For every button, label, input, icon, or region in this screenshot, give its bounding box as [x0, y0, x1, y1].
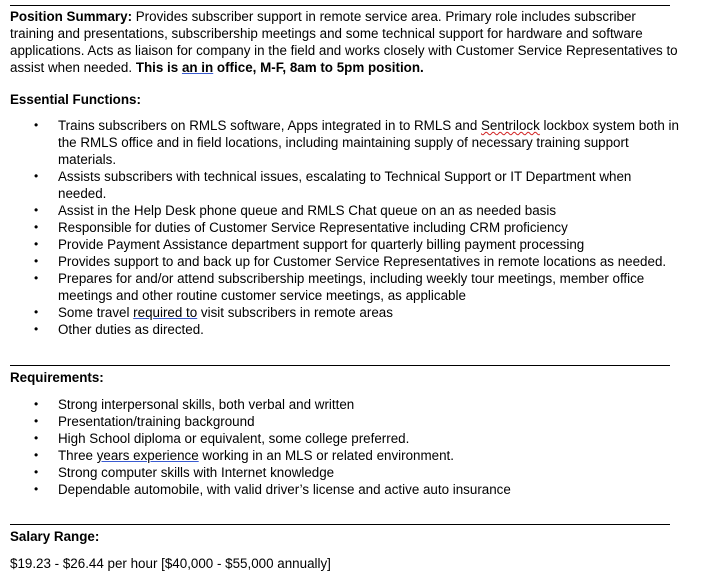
position-summary-schedule-post: office, M-F, 8am to 5pm position.: [213, 60, 424, 75]
bullet-icon: •: [34, 271, 39, 285]
essential-function-item: [34, 236, 680, 253]
requirement-item: [34, 396, 680, 413]
essential-function-item-flagged-text: Sentrilock: [481, 118, 540, 133]
essential-function-item: [34, 202, 680, 219]
bullet-icon: •: [34, 118, 39, 132]
requirement-item: [34, 481, 680, 498]
top-divider: [10, 5, 670, 6]
position-summary-schedule-pre: This is: [135, 60, 182, 75]
requirements-heading: Requirements:: [10, 370, 104, 385]
requirement-item-text: Strong computer skills with Internet knowledge: [58, 465, 335, 480]
essential-function-item: [34, 168, 680, 202]
salary-divider: [10, 524, 670, 525]
requirement-item-text: Presentation/training background: [58, 414, 255, 429]
bullet-icon: •: [34, 237, 39, 251]
essential-function-item-text: Provides support to and back up for Customer Service Representatives in remote locations as needed.: [58, 254, 667, 269]
essential-function-item: [34, 304, 680, 321]
essential-function-item: [34, 117, 680, 168]
essential-function-item-text: Assists subscribers with technical issues, escalating to Technical Support or IT Department when needed.: [58, 169, 632, 201]
essential-functions-heading: Essential Functions:: [10, 92, 141, 107]
requirement-item: [34, 464, 680, 481]
requirements-divider: [10, 365, 670, 366]
bullet-icon: •: [34, 448, 39, 462]
essential-function-item-text: Other duties as directed.: [58, 322, 204, 337]
bullet-icon: •: [34, 305, 39, 319]
bullet-icon: •: [34, 220, 39, 234]
position-summary-schedule-flagged: an in: [181, 60, 214, 75]
bullet-icon: •: [34, 431, 39, 445]
requirements-list: [34, 396, 680, 498]
essential-function-item-flagged-text: required to: [133, 305, 198, 320]
salary-range-heading: Salary Range:: [10, 529, 100, 544]
essential-function-item-text-tail: lockbox system both in the RMLS office and in field locations, including maintaining supply of necessary training support materials.: [58, 118, 679, 167]
requirement-item: [34, 430, 680, 447]
requirement-item-text: High School diploma or equivalent, some college preferred.: [58, 431, 410, 446]
essential-function-item-text: Assist in the Help Desk phone queue and RMLS Chat queue on an as needed basis: [58, 203, 557, 218]
position-summary: [10, 8, 678, 76]
bullet-icon: •: [34, 482, 39, 496]
requirement-item-text: Dependable automobile, with valid driver’s license and active auto insurance: [58, 482, 511, 497]
essential-function-item-text: Prepares for and/or attend subscribership meetings, including weekly tour meetings, member office meetings and other routine customer service meetings, as applicable: [58, 271, 645, 303]
position-summary-text: Provides subscriber support in remote service area. Primary role includes subscriber training and presentations, subscribership meetings and some technical support for hardware and software applications. Acts as liaison for company in the field and works closely with Customer Service Representatives to assist when needed.: [10, 9, 678, 75]
essential-function-item-text: Provide Payment Assistance department support for quarterly billing payment processing: [58, 237, 585, 252]
essential-function-item: [34, 321, 680, 338]
requirement-item: [34, 413, 680, 430]
requirement-item-text: Strong interpersonal skills, both verbal and written: [58, 397, 355, 412]
essential-function-item-text: Trains subscribers on RMLS software, Apps integrated in to RMLS and: [58, 118, 481, 133]
bullet-icon: •: [34, 397, 39, 411]
essential-function-item: [34, 253, 680, 270]
salary-range-value: $19.23 - $26.44 per hour [$40,000 - $55,000 annually]: [10, 556, 331, 571]
essential-function-item-text: Responsible for duties of Customer Service Representative including CRM proficiency: [58, 220, 568, 235]
essential-function-item-text: Some travel: [58, 305, 134, 320]
essential-functions-list: [34, 117, 680, 338]
essential-function-item: [34, 270, 680, 304]
essential-function-item: [34, 219, 680, 236]
essential-function-item-text-tail: visit subscribers in remote areas: [197, 305, 393, 320]
requirement-item: [34, 447, 680, 464]
bullet-icon: •: [34, 203, 39, 217]
requirement-item-text: Three: [58, 448, 97, 463]
requirement-item-text-tail: working in an MLS or related environment.: [198, 448, 454, 463]
position-summary-label: Position Summary:: [10, 9, 133, 24]
bullet-icon: •: [34, 169, 39, 183]
bullet-icon: •: [34, 465, 39, 479]
bullet-icon: •: [34, 254, 39, 268]
bullet-icon: •: [34, 414, 39, 428]
requirement-item-flagged-text: years experience: [96, 448, 199, 463]
bullet-icon: •: [34, 322, 39, 336]
